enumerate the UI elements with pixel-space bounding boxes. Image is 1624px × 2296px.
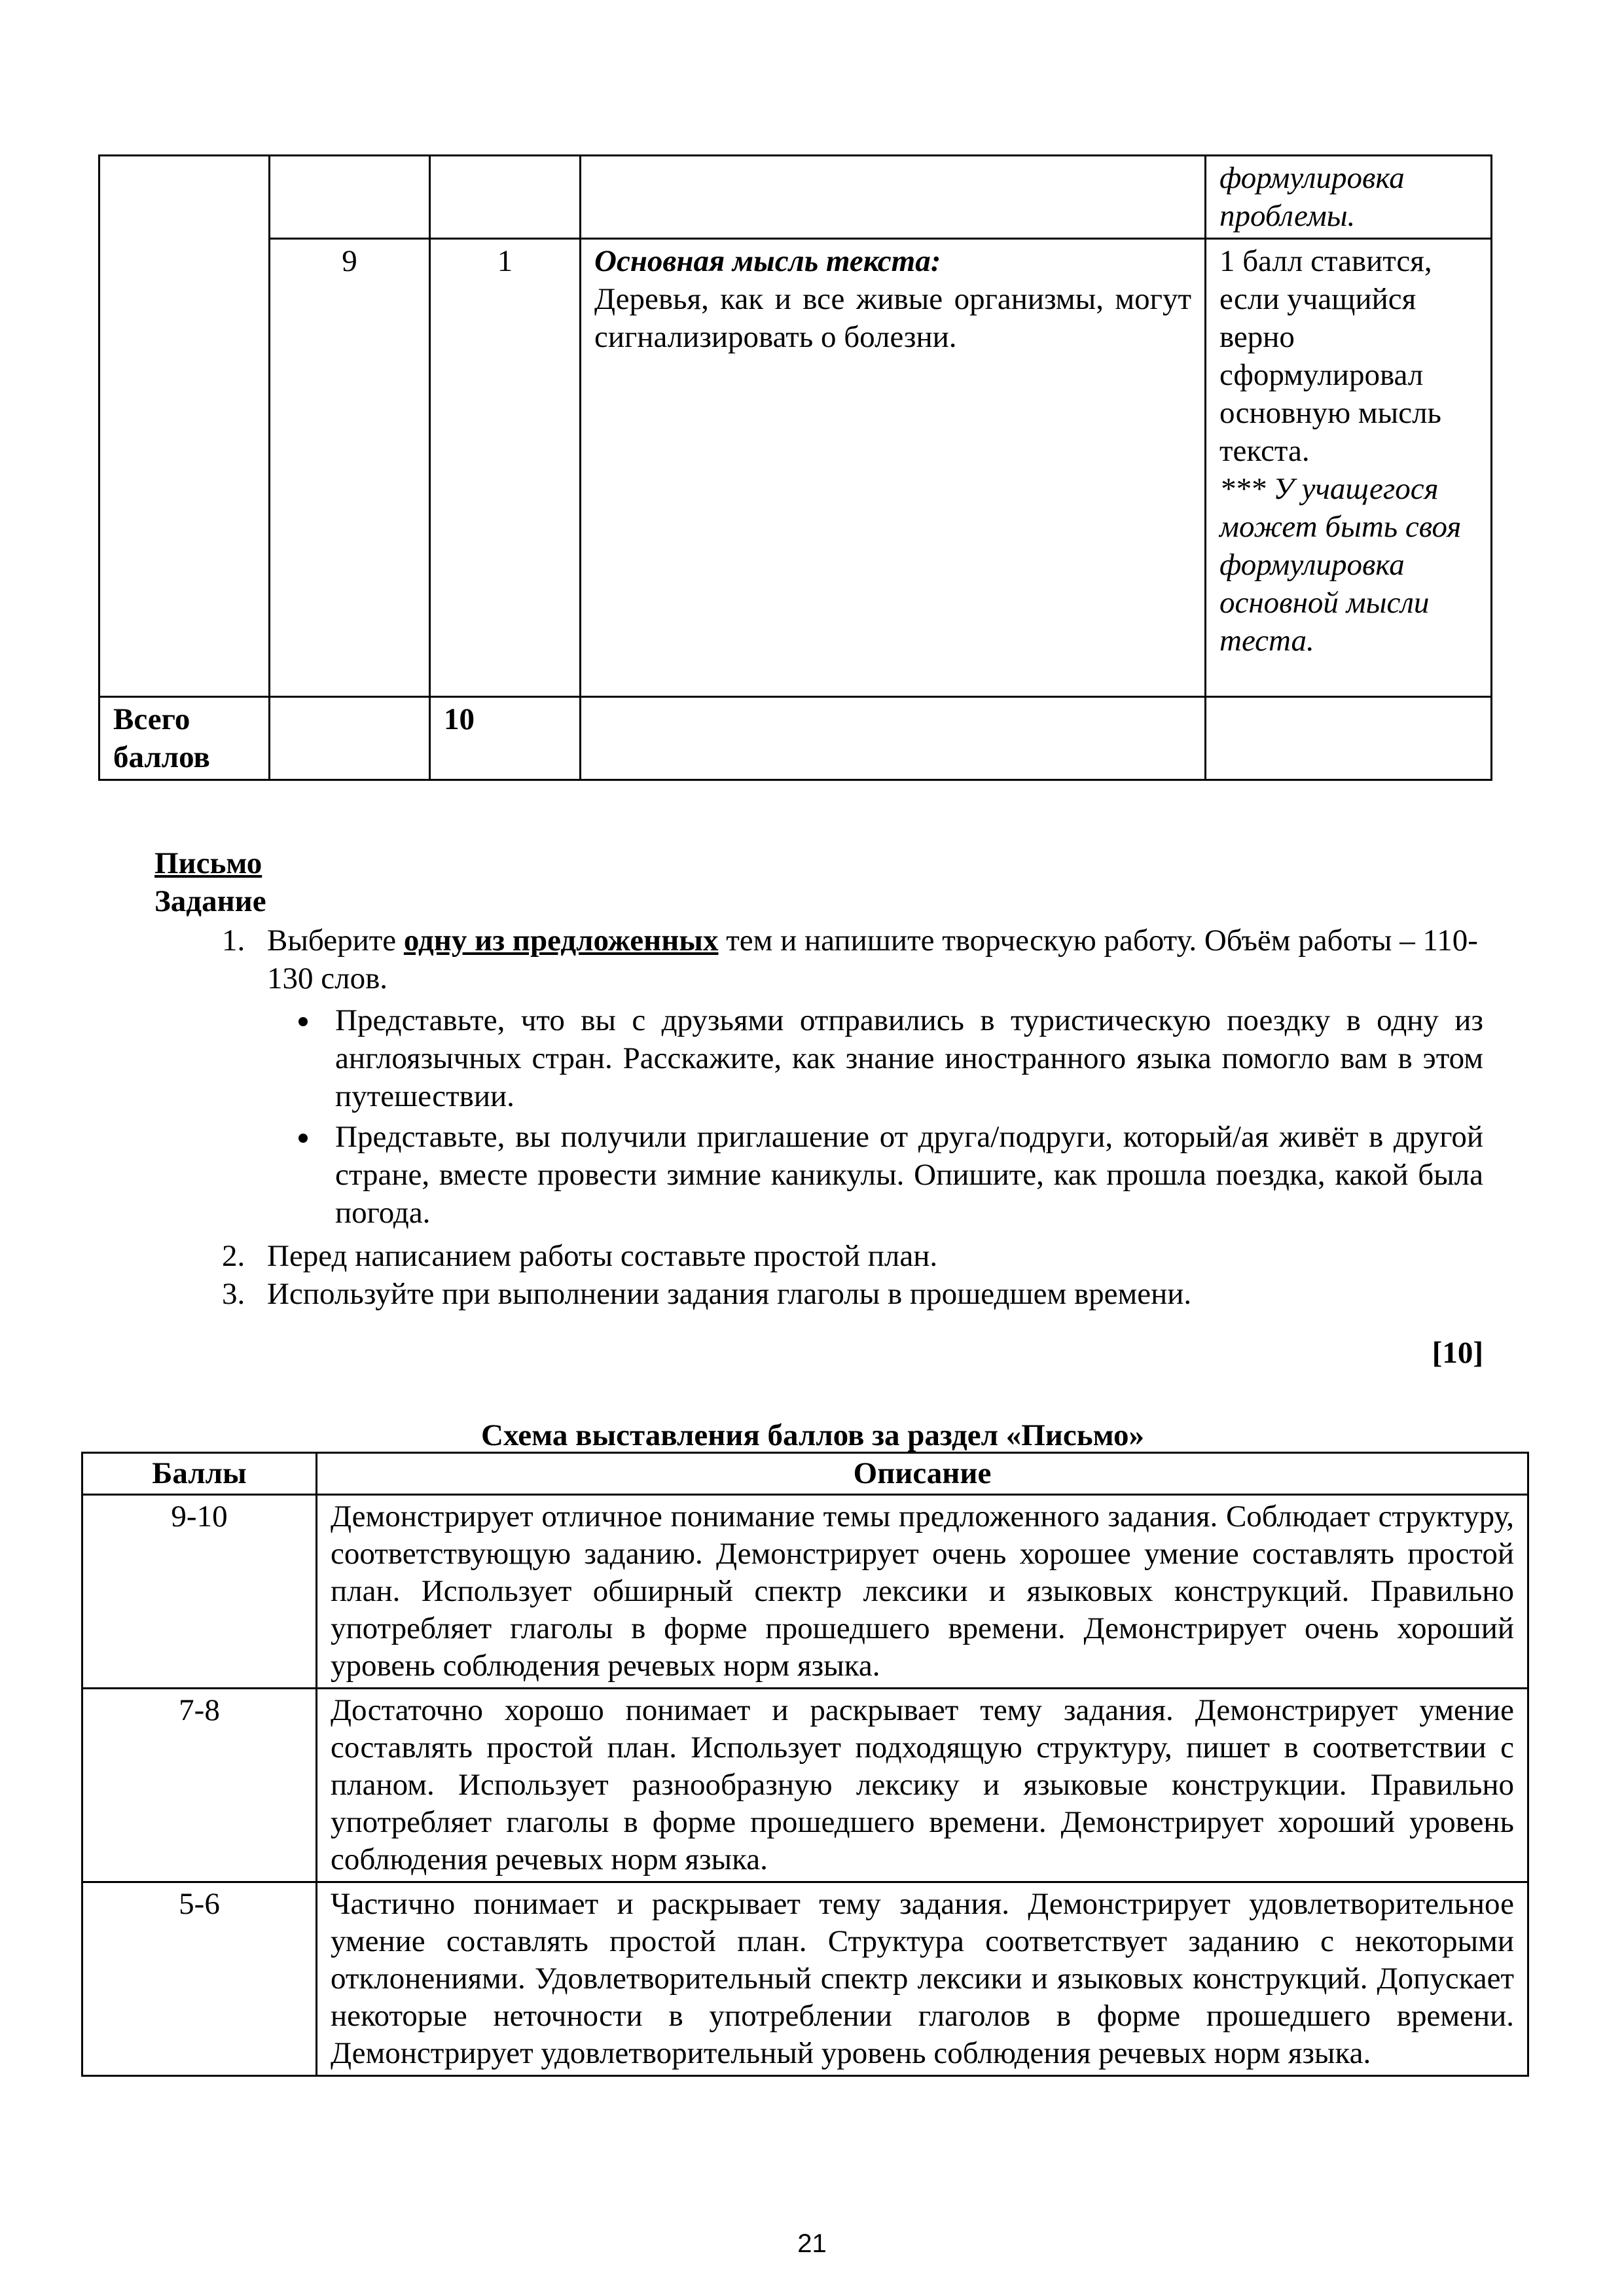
topic-list: [267, 1001, 1483, 1232]
table-cell: [581, 697, 1206, 780]
topic-item: • Представьте, что вы с друзьями отправились в туристическую поездку в одну из англоязычных стран. Расскажите, как знание иностранного языка помогло вам в этом путешествии.: [321, 1001, 1483, 1115]
table-cell: [430, 156, 581, 239]
table-row: [99, 697, 1492, 780]
criteria-cell: [1206, 239, 1492, 697]
total-label: Всего баллов: [99, 697, 270, 780]
table-cell: [270, 697, 430, 780]
table-header-row: [82, 1453, 1528, 1495]
max-score: [10]: [1432, 1336, 1483, 1370]
header-description: Описание: [317, 1453, 1528, 1495]
item-text: тем и напишите творческую работу. Объём работы – 110-130 слов.: [267, 924, 1478, 996]
answer-title: Основная мысль текста:: [594, 244, 941, 278]
task-number: 9: [270, 239, 430, 697]
criteria-main: 1 балл ставится, если учащийся верно сформулировал основную мысль текста.: [1219, 244, 1441, 468]
score-description: Частично понимает и раскрывает тему задания. Демонстрирует удовлетворительное умение составлять простой план. Структура соответствует заданию с некоторыми отклонениями. Удовлетворительный спектр лексики и языковых конструкций. Допускает некоторые неточности в употреблении глаголов в форме прошедшего времени. Демонстрирует удовлетворительный уровень соблюдения речевых норм языка.: [317, 1882, 1528, 2076]
scheme-title: Схема выставления баллов за раздел «Письмо»: [481, 1418, 1144, 1452]
score-description: Демонстрирует отличное понимание темы предложенного задания. Соблюдает структуру, соответствующую заданию. Демонстрирует очень хорошее умение составлять простой план. Использует обширный спектр лексики и языковых конструкций. Правильно употребляет глаголы в форме прошедшего времени. Демонстрирует очень хороший уровень соблюдения речевых норм языка.: [317, 1495, 1528, 1689]
emphasis-text: одну из предложенных: [403, 924, 719, 958]
table-cell: [99, 156, 270, 697]
answer-text: Деревья, как и все живые организмы, могут сигнализировать о болезни.: [594, 282, 1191, 354]
criteria-note: *** У учащегося может быть своя формулировка основной мысли теста.: [1219, 472, 1462, 658]
table-row: [82, 1689, 1528, 1882]
item-text: Выберите: [267, 924, 404, 958]
list-item: 2. Перед написанием работы составьте простой план.: [253, 1237, 1483, 1275]
table-cell: [581, 156, 1206, 239]
section-title: Письмо: [154, 846, 262, 880]
scoring-table: [81, 1452, 1529, 2077]
list-item: 3. Используйте при выполнении задания глаголы в прошедшем времени.: [253, 1275, 1483, 1313]
answer-cell: [581, 239, 1206, 697]
list-item: [253, 922, 1483, 1232]
table-cell: [1206, 697, 1492, 780]
table-row: [82, 1882, 1528, 2076]
answer-key-table: [98, 154, 1492, 781]
task-title: Задание: [154, 884, 266, 918]
topic-item: • Представьте, вы получили приглашение от друга/подруги, который/ая живёт в другой стране, вместе провести зимние каникулы. Опишите, как прошла поездка, какой была погода.: [321, 1118, 1483, 1232]
header-score: Баллы: [82, 1453, 317, 1495]
criteria-cell: формулировка проблемы.: [1206, 156, 1492, 239]
total-score: 10: [430, 697, 581, 780]
score-range: 9-10: [82, 1495, 317, 1689]
score-description: Достаточно хорошо понимает и раскрывает тему задания. Демонстрирует умение составлять простой план. Использует подходящую структуру, пишет в соответствии с планом. Использует разнообразную лексику и языковые конструкции. Правильно употребляет глаголы в форме прошедшего времени. Демонстрирует хороший уровень соблюдения речевых норм языка.: [317, 1689, 1528, 1882]
task-list: [154, 922, 1483, 1313]
writing-section: [154, 844, 1483, 1370]
table-row: [82, 1495, 1528, 1689]
task-score: 1: [430, 239, 581, 697]
table-row: [99, 156, 1492, 239]
table-cell: [270, 156, 430, 239]
score-range: 5-6: [82, 1882, 317, 2076]
score-range: 7-8: [82, 1689, 317, 1882]
page-number: 21: [797, 2229, 827, 2258]
table-row: [99, 239, 1492, 697]
